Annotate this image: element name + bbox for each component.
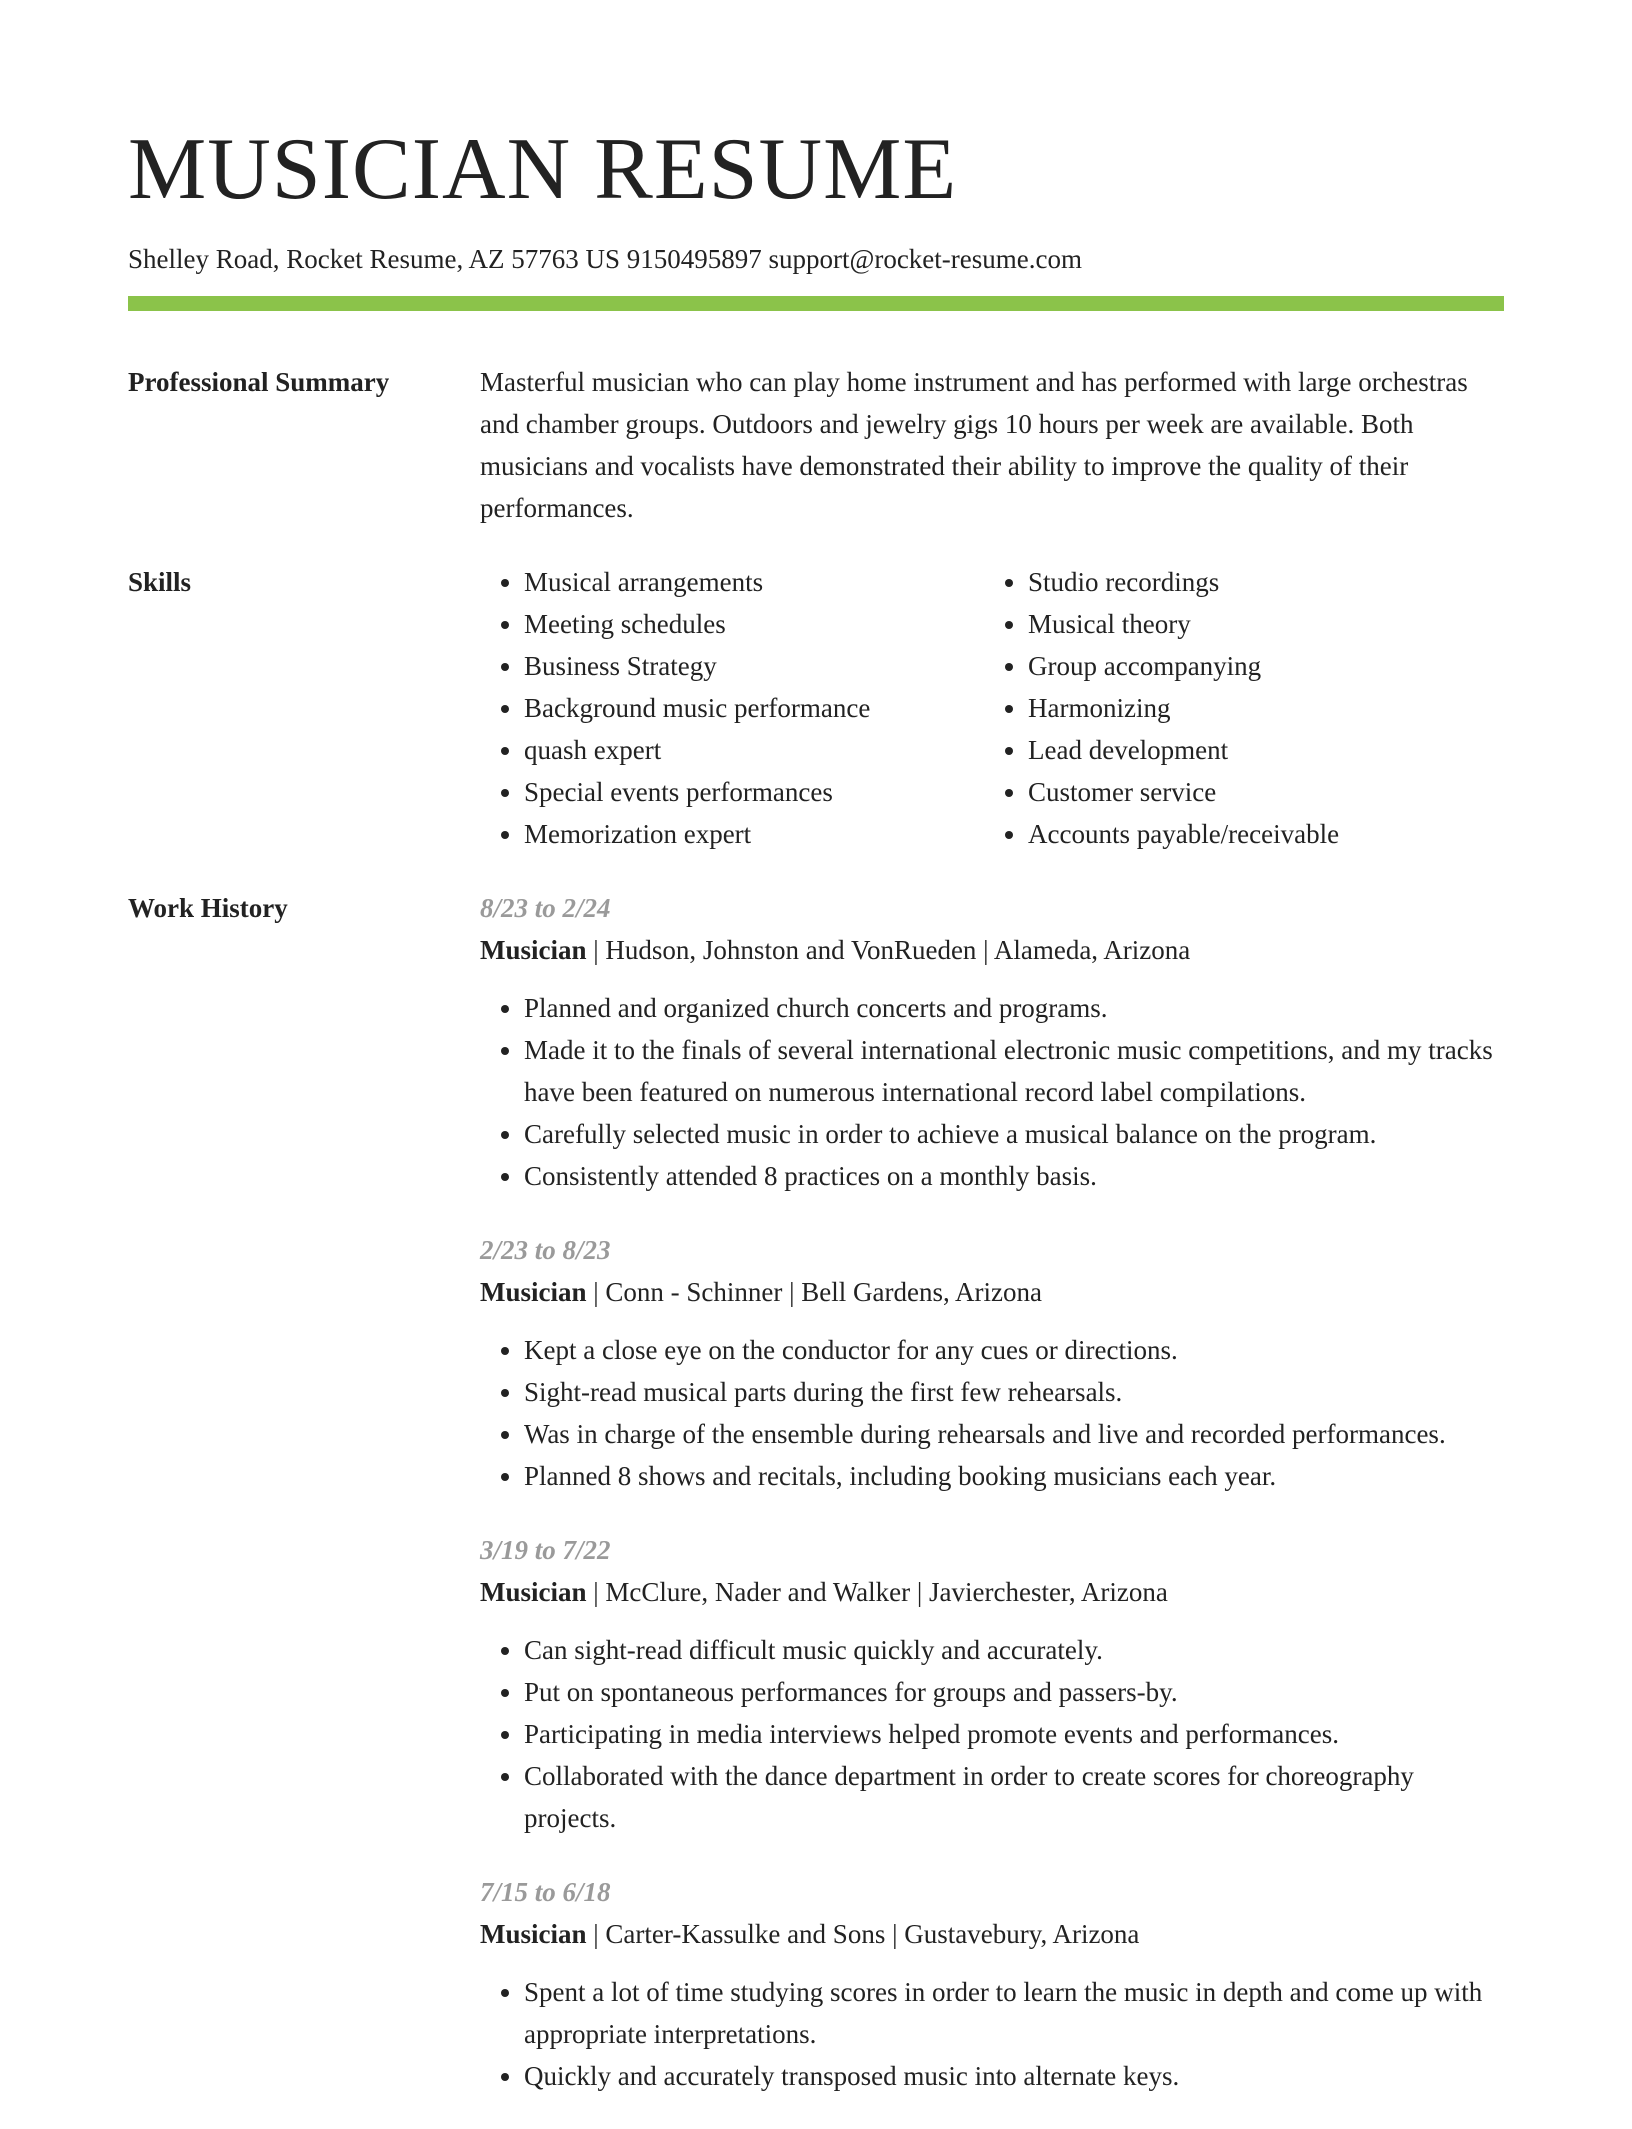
job-title: Musician (480, 1277, 587, 1307)
job-bullet: • Spent a lot of time studying scores in order to learn the music in depth and come up with appropriate interpretations. (524, 1971, 1504, 2055)
job-heading (480, 1913, 1504, 1955)
section-label: Professional Summary (128, 367, 390, 397)
job-dates: 3/19 to 7/22 (480, 1535, 611, 1565)
skills-grid (480, 561, 1504, 855)
job-bullet: • Collaborated with the dance department in order to create scores for choreography projects. (524, 1755, 1504, 1839)
skill-item: • Accounts payable/receivable (1028, 813, 1488, 855)
job-bullet: • Quickly and accurately transposed music into alternate keys. (524, 2055, 1504, 2097)
job-entry (480, 1229, 1504, 1497)
job-title: Musician (480, 1919, 587, 1949)
job-heading (480, 1571, 1504, 1613)
job-employer-location: | Carter-Kassulke and Sons | Gustavebury, Arizona (586, 1919, 1140, 1949)
job-employer-location: | Hudson, Johnston and VonRueden | Alameda, Arizona (586, 935, 1191, 965)
skills-section (128, 561, 1504, 855)
skill-item: • Special events performances (524, 771, 984, 813)
work-history-section (128, 887, 1504, 2129)
resume-title: MUSICIAN RESUME (128, 121, 958, 218)
job-bullet: • Made it to the finals of several international electronic music competitions, and my tracks have been featured on numerous international record label compilations. (524, 1029, 1504, 1113)
job-entry (480, 1871, 1504, 2097)
job-bullet: • Planned 8 shows and recitals, including booking musicians each year. (524, 1455, 1504, 1497)
job-bullet-list (480, 1971, 1504, 2097)
job-heading (480, 929, 1504, 971)
job-dates: 7/15 to 6/18 (480, 1877, 611, 1907)
section-label: Skills (128, 567, 192, 597)
skill-item: • Musical arrangements (524, 561, 984, 603)
job-employer-location: | McClure, Nader and Walker | Javierchester, Arizona (586, 1577, 1168, 1607)
job-bullet-list (480, 987, 1504, 1197)
skill-item: • Meeting schedules (524, 603, 984, 645)
skill-item: • quash expert (524, 729, 984, 771)
skill-item: • Memorization expert (524, 813, 984, 855)
job-list (480, 887, 1504, 2129)
job-bullet-list (480, 1329, 1504, 1497)
job-title: Musician (480, 935, 587, 965)
job-bullet: • Planned and organized church concerts and programs. (524, 987, 1504, 1029)
skill-item: • Lead development (1028, 729, 1488, 771)
job-bullet: • Participating in media interviews helped promote events and performances. (524, 1713, 1504, 1755)
skills-column-right (984, 561, 1488, 855)
job-bullet: • Was in charge of the ensemble during rehearsals and live and recorded performances. (524, 1413, 1504, 1455)
job-entry (480, 1529, 1504, 1839)
job-bullet: • Put on spontaneous performances for groups and passers-by. (524, 1671, 1504, 1713)
job-bullet: • Sight-read musical parts during the first few rehearsals. (524, 1371, 1504, 1413)
section-label: Work History (128, 893, 288, 923)
skill-item: • Customer service (1028, 771, 1488, 813)
job-dates: 8/23 to 2/24 (480, 893, 611, 923)
job-bullet-list (480, 1629, 1504, 1839)
job-dates: 2/23 to 8/23 (480, 1235, 611, 1265)
skill-item: • Background music performance (524, 687, 984, 729)
job-bullet: • Can sight-read difficult music quickly and accurately. (524, 1629, 1504, 1671)
job-title: Musician (480, 1577, 587, 1607)
skill-item: • Group accompanying (1028, 645, 1488, 687)
job-employer-location: | Conn - Schinner | Bell Gardens, Arizona (586, 1277, 1042, 1307)
skills-column-left (480, 561, 984, 855)
professional-summary-section (128, 361, 1504, 529)
contact-info: Shelley Road, Rocket Resume, AZ 57763 US 9150495897 support@rocket-resume.com (128, 244, 1082, 274)
job-bullet: • Carefully selected music in order to achieve a musical balance on the program. (524, 1113, 1504, 1155)
skill-item: • Musical theory (1028, 603, 1488, 645)
header-divider (128, 296, 1504, 311)
skill-item: • Business Strategy (524, 645, 984, 687)
summary-text: Masterful musician who can play home instrument and has performed with large orchestras and chamber groups. Outdoors and jewelry gigs 10 hours per week are available. Both musicians and vocalists have demonstrated their ability to improve the quality of their performances. (480, 367, 1468, 523)
job-bullet: • Consistently attended 8 practices on a monthly basis. (524, 1155, 1504, 1197)
skill-item: • Studio recordings (1028, 561, 1488, 603)
resume-page (128, 0, 1504, 2129)
job-entry (480, 887, 1504, 1197)
job-heading (480, 1271, 1504, 1313)
skill-item: • Harmonizing (1028, 687, 1488, 729)
job-bullet: • Kept a close eye on the conductor for any cues or directions. (524, 1329, 1504, 1371)
